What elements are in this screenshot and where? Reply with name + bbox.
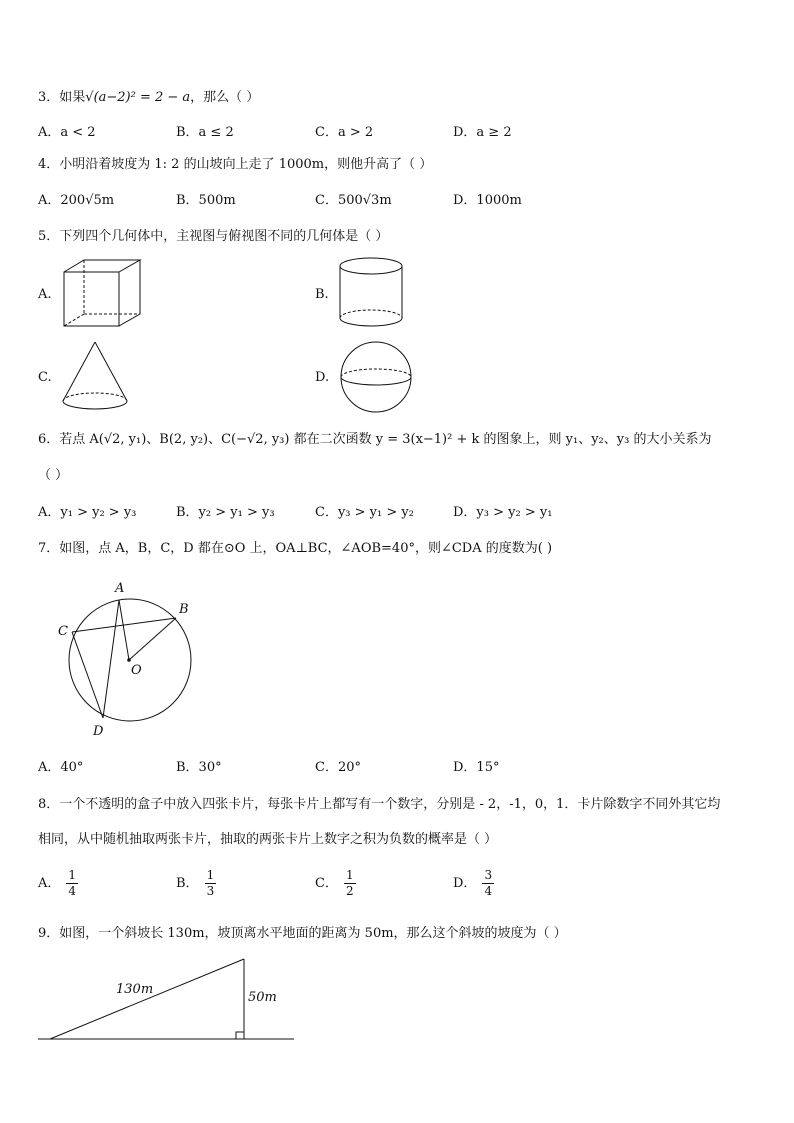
cone-icon <box>60 340 130 412</box>
q8-option-c-label: C． <box>315 876 338 891</box>
q4-option-a: A．200√5m <box>38 193 115 208</box>
numerator: 3 <box>484 868 493 882</box>
q4-stem: 4．小明沿着坡度为 1: 2 的山坡向上走了 1000m，则他升高了（ ） <box>38 157 433 172</box>
q8-option-c <box>315 868 356 899</box>
q7-option-a: A．40° <box>38 760 84 775</box>
denominator: 4 <box>484 884 493 898</box>
label-c: C <box>58 624 68 639</box>
q4-option-c: C．500√3m <box>315 193 392 208</box>
q6-option-d: D．y₃ > y₂ > y₁ <box>453 505 553 520</box>
slope-figure <box>36 955 298 1045</box>
q3-formula: √(a−2)² = 2 − a <box>85 90 191 105</box>
q7-option-c: C．20° <box>315 760 361 775</box>
q3-option-b: B．a ≤ 2 <box>176 125 234 140</box>
fraction <box>344 868 356 899</box>
q6-option-b: B．y₂ > y₁ > y₃ <box>176 505 275 520</box>
q6-option-c: C．y₃ > y₁ > y₂ <box>315 505 414 520</box>
q5-label-a: A. <box>38 287 52 302</box>
label-a: A <box>115 581 125 596</box>
denominator: 2 <box>345 884 354 898</box>
q5-label-c: C. <box>38 370 52 385</box>
q7-option-b: B．30° <box>176 760 222 775</box>
q7-stem: 7．如图，点 A，B，C，D 都在⊙O 上，OA⊥BC，∠AOB=40°，则∠CDA 的度数为( ) <box>38 541 553 556</box>
q7-option-d: D．15° <box>453 760 500 775</box>
label-o: O <box>131 663 142 678</box>
q4-option-d: D．1000m <box>453 193 522 208</box>
denominator: 4 <box>68 884 77 898</box>
q8-option-b-label: B． <box>176 876 199 891</box>
q6-stem-cont: （ ） <box>38 468 69 483</box>
q3-option-a: A．a < 2 <box>38 125 96 140</box>
q8-option-a <box>38 868 78 899</box>
q5-stem: 5．下列四个几何体中，主视图与俯视图不同的几何体是（ ） <box>38 229 389 244</box>
numerator: 1 <box>68 868 77 882</box>
q8-option-d-label: D． <box>453 876 477 891</box>
q3-option-c: C．a > 2 <box>315 125 374 140</box>
numerator: 1 <box>345 868 354 882</box>
height-label: 50m <box>248 990 277 1005</box>
q6-stem: 6．若点 A(√2, y₁)、B(2, y₂)、C(−√2, y₃) 都在二次函数 y = 3(x−1)² + k 的图象上，则 y₁、y₂、y₃ 的大小关系为 <box>38 432 712 447</box>
q6-option-a: A．y₁ > y₂ > y₃ <box>38 505 137 520</box>
q9-stem: 9．如图，一个斜坡长 130m，坡顶离水平地面的距离为 50m，那么这个斜坡的坡度为（ ） <box>38 926 567 941</box>
fraction <box>482 868 494 899</box>
fraction <box>205 868 217 899</box>
q8-stem: 8．一个不透明的盒子中放入四张卡片，每张卡片上都写有一个数字，分别是 - 2，-1，0，1．卡片除数字不同外其它均 <box>38 797 721 812</box>
q3-option-d: D．a ≥ 2 <box>453 125 512 140</box>
q8-option-b <box>176 868 216 899</box>
q8-option-d <box>453 868 494 899</box>
label-b: B <box>179 602 189 617</box>
q3-suffix: ，那么（ ） <box>190 90 260 105</box>
q4-option-b: B．500m <box>176 193 236 208</box>
circle-figure <box>55 578 205 738</box>
cylinder-icon <box>338 256 406 330</box>
q8-stem-cont: 相同，从中随机抽取两张卡片，抽取的两张卡片上数字之积为负数的概率是（ ） <box>38 832 498 847</box>
q5-label-b: B. <box>315 287 329 302</box>
label-d: D <box>93 724 104 739</box>
q3-stem <box>38 88 259 108</box>
slope-length-label: 130m <box>116 982 154 997</box>
q8-option-a-label: A． <box>38 876 61 891</box>
denominator: 3 <box>206 884 215 898</box>
fraction <box>66 868 78 899</box>
q3-prefix: 3．如果 <box>38 90 86 105</box>
q5-label-d: D. <box>315 370 330 385</box>
sphere-icon <box>339 340 413 414</box>
cube-icon <box>62 258 144 328</box>
numerator: 1 <box>206 868 215 882</box>
